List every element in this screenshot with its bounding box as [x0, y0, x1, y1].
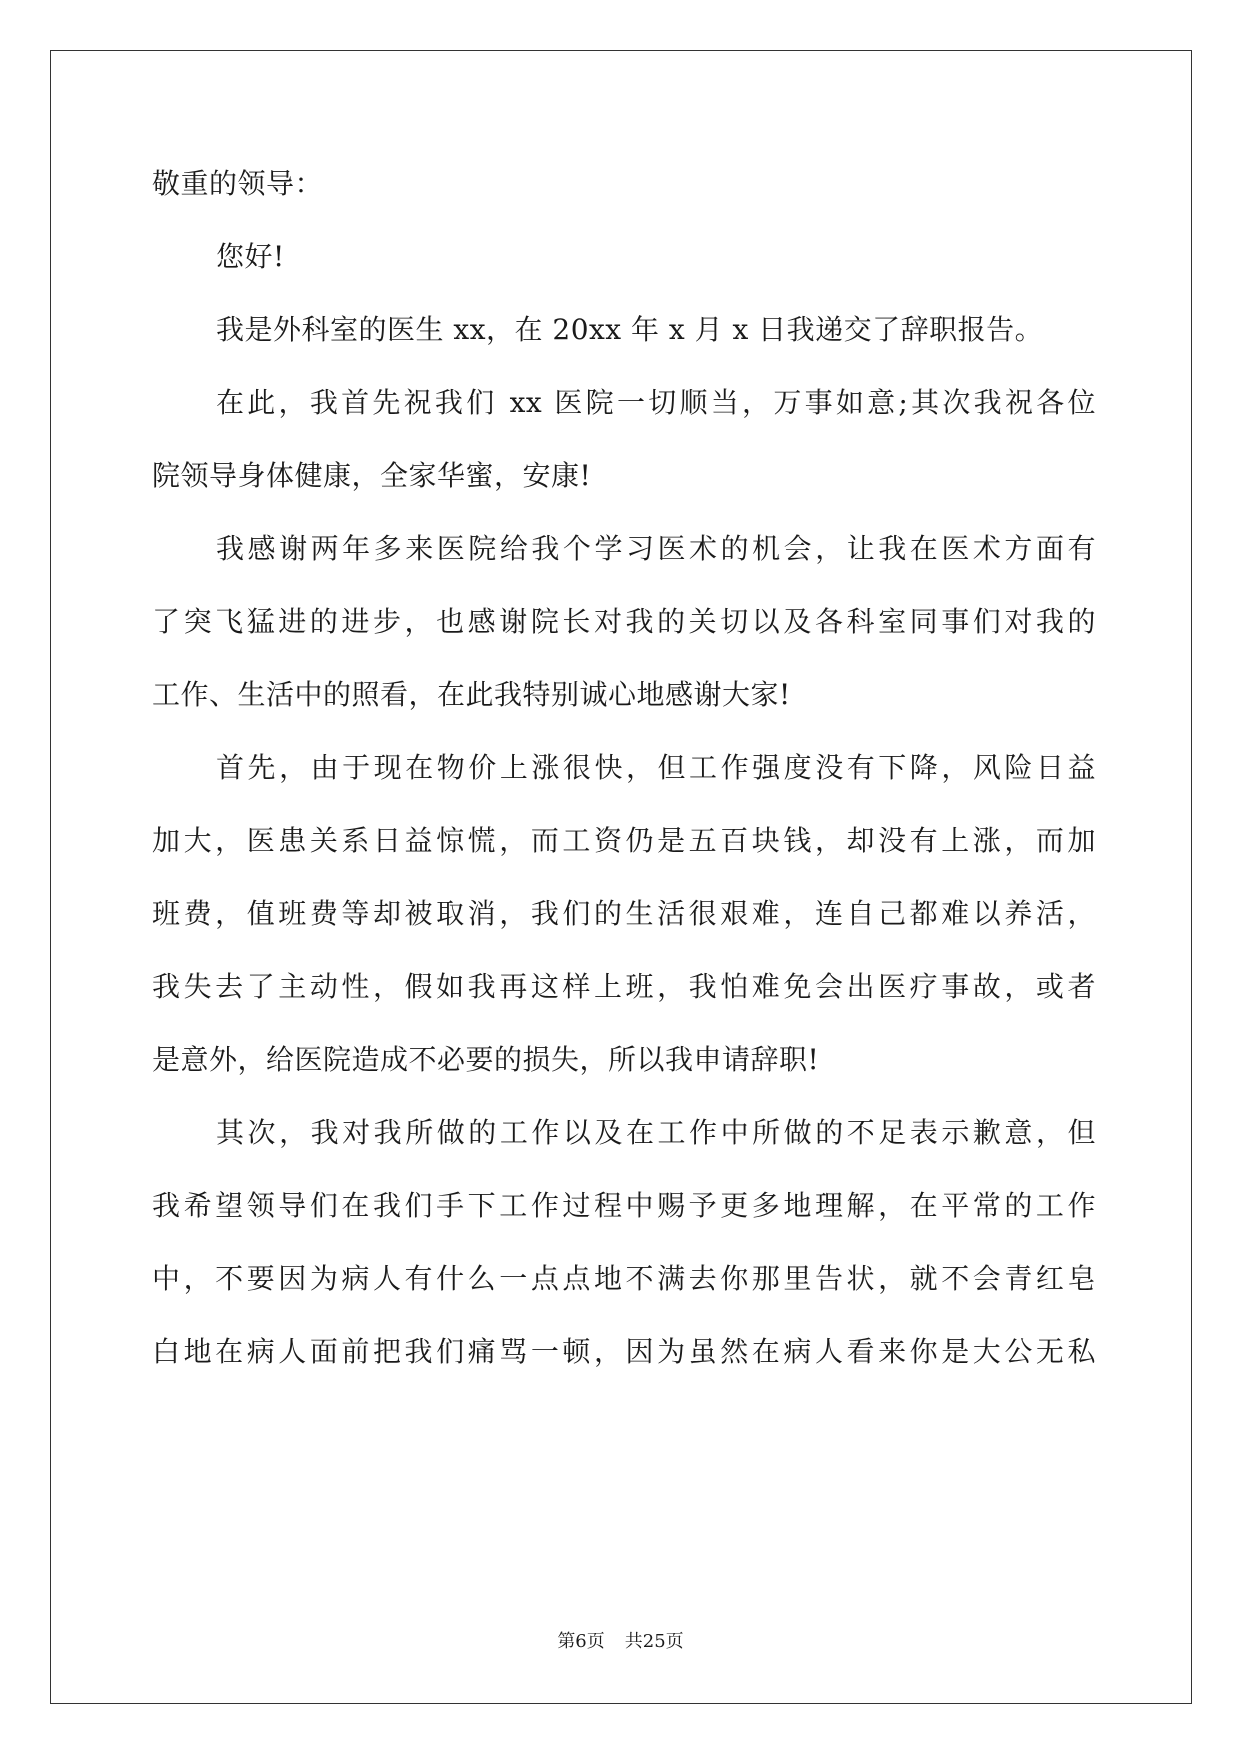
- paragraph-line: 班费，值班费等却被取消，我们的生活很艰难，连自己都难以养活，: [152, 897, 1096, 930]
- page-number: 第6页: [557, 1631, 605, 1652]
- paragraph-line: 我希望领导们在我们手下工作过程中赐予更多地理解，在平常的工作: [152, 1189, 1096, 1222]
- paragraph-line: 是意外，给医院造成不必要的损失，所以我申请辞职!: [152, 1043, 820, 1076]
- paragraph-line: 我感谢两年多来医院给我个学习医术的机会，让我在医术方面有: [216, 532, 1096, 565]
- paragraph-line: 我失去了主动性，假如我再这样上班，我怕难免会出医疗事故，或者: [152, 970, 1096, 1003]
- paragraph-line: 中，不要因为病人有什么一点点地不满去你那里告状，就不会青红皂: [152, 1262, 1096, 1295]
- page-border: [50, 50, 1192, 1704]
- salutation: 敬重的领导：: [152, 167, 324, 200]
- page-total: 共25页: [624, 1631, 684, 1652]
- greeting: 您好!: [216, 240, 285, 273]
- paragraph-line: 院领导身体健康，全家华蜜，安康!: [152, 459, 592, 492]
- paragraph-line: 在此，我首先祝我们 xx 医院一切顺当，万事如意;其次我祝各位: [216, 386, 1096, 419]
- paragraph-line: 工作、生活中的照看，在此我特别诚心地感谢大家!: [152, 678, 791, 711]
- paragraph-line: 首先，由于现在物价上涨很快，但工作强度没有下降，风险日益: [216, 751, 1096, 784]
- paragraph-line: 其次，我对我所做的工作以及在工作中所做的不足表示歉意，但: [216, 1116, 1096, 1149]
- paragraph-line: 我是外科室的医生 xx，在 20xx 年 x 月 x 日我递交了辞职报告。: [216, 313, 1044, 346]
- paragraph-line: 白地在病人面前把我们痛骂一顿，因为虽然在病人看来你是大公无私: [152, 1335, 1096, 1368]
- page-footer: [0, 1630, 1241, 1654]
- paragraph-line: 加大，医患关系日益惊慌，而工资仍是五百块钱，却没有上涨，而加: [152, 824, 1096, 857]
- paragraph-line: 了突飞猛进的进步，也感谢院长对我的关切以及各科室同事们对我的: [152, 605, 1096, 638]
